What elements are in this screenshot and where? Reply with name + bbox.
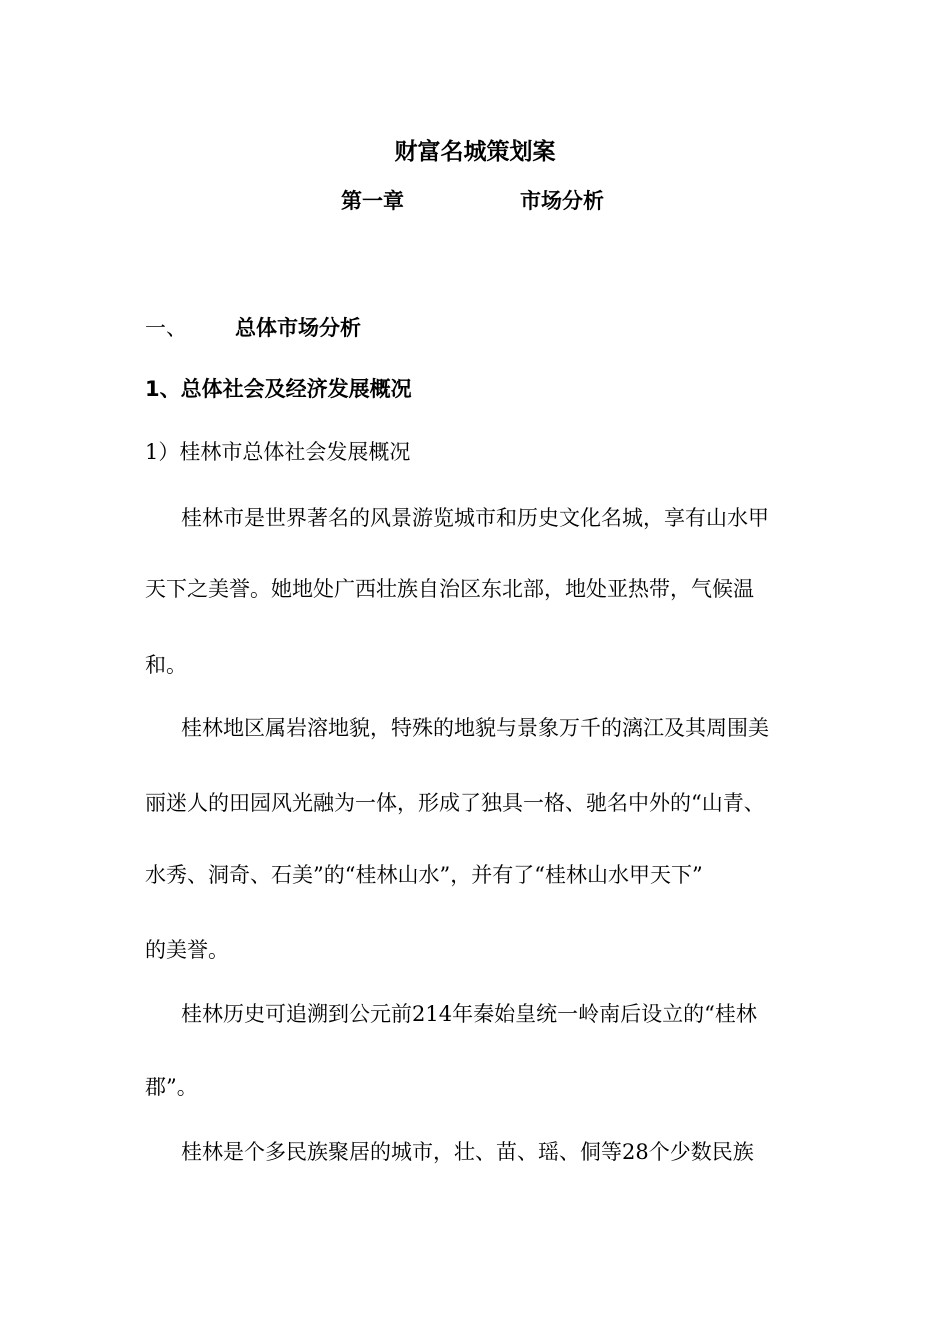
paragraph-line: 桂林地区属岩溶地貌，特殊的地貌与景象万千的漓江及其周围美 <box>181 716 769 740</box>
section-number: 一、 <box>145 316 187 340</box>
chapter-number: 第一章 <box>341 189 404 213</box>
subsection-heading: 1、总体社会及经济发展概况 <box>145 377 412 401</box>
paragraph-line: 水秀、洞奇、石美”的“桂林山水”，并有了“桂林山水甲天下” <box>145 863 703 887</box>
paragraph-line: 和。 <box>145 653 187 677</box>
paragraph-line: 桂林历史可追溯到公元前214年秦始皇统一岭南后设立的“桂林 <box>181 1002 757 1026</box>
chapter-title: 市场分析 <box>520 189 604 213</box>
subsubsection-heading: 1）桂林市总体社会发展概况 <box>145 440 411 464</box>
section-title: 总体市场分析 <box>235 316 361 340</box>
paragraph-line: 丽迷人的田园风光融为一体，形成了独具一格、驰名中外的“山青、 <box>145 791 765 815</box>
paragraph-line: 桂林是个多民族聚居的城市，壮、苗、瑶、侗等28个少数民族 <box>181 1140 754 1164</box>
document-title: 财富名城策划案 <box>394 139 556 165</box>
paragraph-line: 郡”。 <box>145 1075 198 1099</box>
paragraph-line: 天下之美誉。她地处广西壮族自治区东北部，地处亚热带，气候温 <box>145 577 754 601</box>
paragraph-line: 的美誉。 <box>145 938 229 962</box>
paragraph-line: 桂林市是世界著名的风景游览城市和历史文化名城，享有山水甲 <box>181 506 769 530</box>
